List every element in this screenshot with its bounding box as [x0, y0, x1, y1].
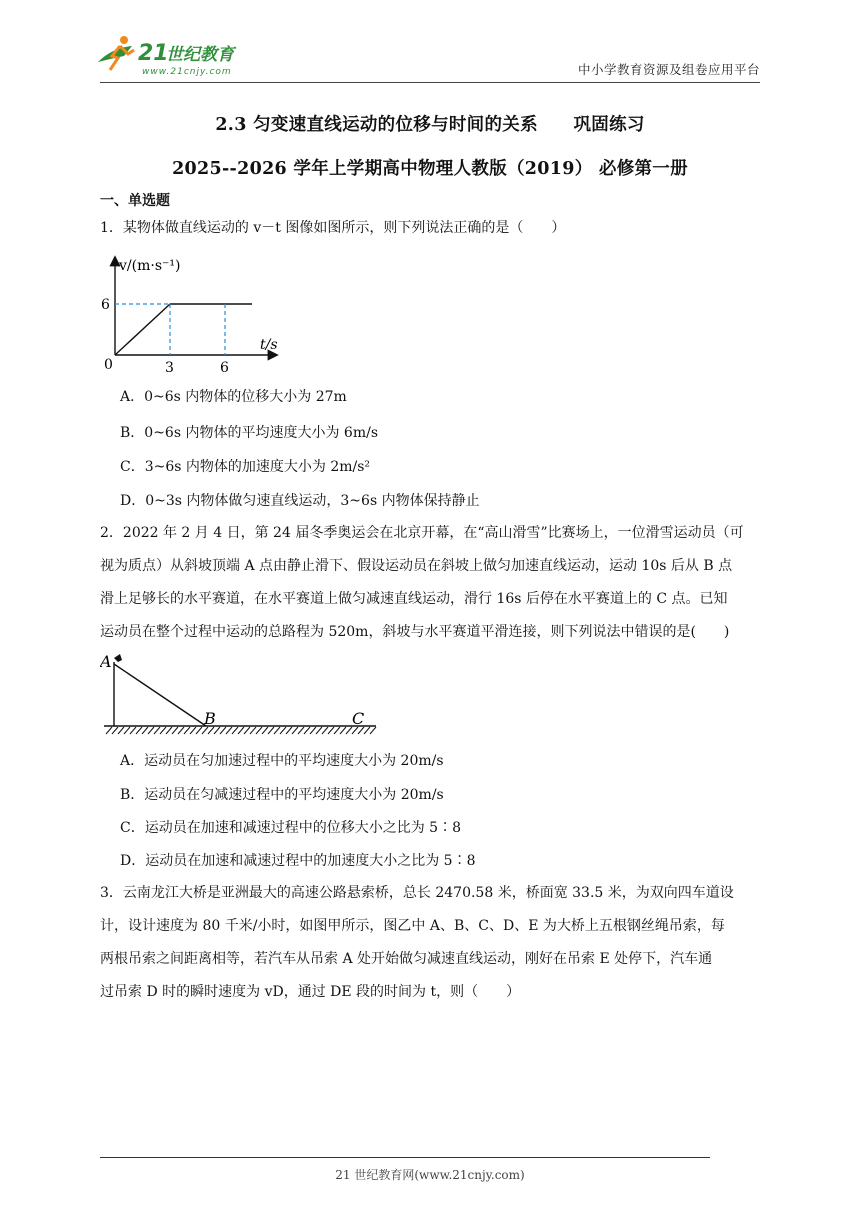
section-heading: 一、单选题	[100, 193, 170, 209]
q3-stem	[100, 877, 760, 1009]
q1-y-tick: 6	[101, 297, 110, 313]
q1-option-a: A．0~6s 内物体的位移大小为 27m	[120, 389, 347, 405]
q2-option-d: D．运动员在加速和减速过程中的加速度大小之比为 5∶8	[120, 853, 476, 869]
q2-stem-line-1: 2．2022 年 2 月 4 日，第 24 届冬季奥运会在北京开幕，在“高山滑雪”比赛场上，一位滑雪运动员（可	[100, 525, 744, 541]
page-subtitle: 2025--2026 学年上学期高中物理人教版（2019） 必修第一册	[172, 159, 688, 179]
q2-label-a: A	[100, 652, 112, 671]
q2-option-a: A．运动员在匀加速过程中的平均速度大小为 20m/s	[120, 753, 444, 769]
q2-stem-line-4: 运动员在整个过程中运动的总路程为 520m，斜坡与水平赛道平滑连接，则下列说法中错误的是( )	[100, 624, 730, 640]
logo-runner-icon	[94, 34, 264, 80]
header-platform-text: 中小学教育资源及组卷应用平台	[577, 62, 760, 77]
q3-stem-line-1: 3．云南龙江大桥是亚洲最大的高速公路悬索桥，总长 2470.58 米，桥面宽 33.5 米，为双向四车道设	[100, 885, 734, 901]
footer-divider	[100, 1157, 710, 1158]
q2-label-c: C	[352, 709, 365, 728]
q1-origin-label: 0	[104, 357, 113, 373]
footer-text: 21 世纪教育网(www.21cnjy.com)	[335, 1168, 525, 1182]
q2-stem-line-3: 滑上足够长的水平赛道，在水平赛道上做匀减速直线运动，滑行 16s 后停在水平赛道上的 C 点。已知	[100, 591, 728, 607]
q2-option-c: C．运动员在加速和减速过程中的位移大小之比为 5∶8	[120, 820, 461, 836]
q3-stem-line-3: 两根吊索之间距离相等，若汽车从吊索 A 处开始做匀减速直线运动，刚好在吊索 E 处停下，汽车通	[100, 951, 713, 967]
q1-option-c: C．3~6s 内物体的加速度大小为 2m/s²	[120, 459, 371, 475]
q3-stem-line-2: 计，设计速度为 80 千米/小时，如图甲所示，图乙中 A、B、C、D、E 为大桥上五根钢丝绳吊索，每	[100, 918, 725, 934]
header-divider	[100, 82, 760, 83]
q2-stem	[100, 517, 760, 649]
q2-option-b: B．运动员在匀减速过程中的平均速度大小为 20m/s	[120, 787, 444, 803]
q3-stem-line-4: 过吊索 D 时的瞬时速度为 vD，通过 DE 段的时间为 t，则（ ）	[100, 984, 521, 1000]
q1-vt-graph	[96, 252, 296, 382]
q1-option-b: B．0~6s 内物体的平均速度大小为 6m/s	[120, 425, 379, 441]
q2-label-b: B	[204, 709, 216, 728]
ground-hatching	[106, 727, 376, 734]
q1-stem: 1．某物体做直线运动的 v－t 图像如图所示，则下列说法正确的是（ ）	[100, 220, 566, 236]
q2-slope-figure	[100, 650, 380, 742]
logo	[94, 34, 264, 80]
skier-icon	[114, 654, 122, 662]
svg-text:世纪教育: 世纪教育	[166, 45, 234, 65]
q1-x-axis-label: t/s	[260, 337, 278, 353]
page-title: 2.3 匀变速直线运动的位移与时间的关系 巩固练习	[215, 115, 645, 135]
svg-text:www.21cnjy.com: www.21cnjy.com	[142, 67, 232, 77]
svg-text:21: 21	[138, 41, 169, 66]
q1-y-axis-label: v/(m·s⁻¹)	[119, 258, 181, 274]
q2-stem-line-2: 视为质点）从斜坡顶端 A 点由静止滑下、假设运动员在斜坡上做匀加速直线运动，运动 10s 后从 B 点	[100, 558, 733, 574]
q1-x-tick-6: 6	[220, 360, 229, 376]
q1-x-tick-3: 3	[165, 360, 174, 376]
q1-option-d: D．0~3s 内物体做匀速直线运动，3~6s 内物体保持静止	[120, 493, 480, 509]
